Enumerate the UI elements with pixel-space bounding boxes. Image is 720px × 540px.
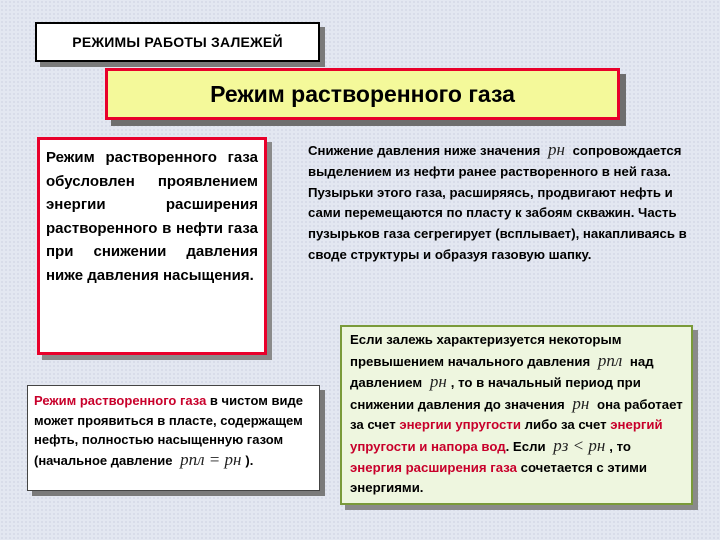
note-text-end: ). xyxy=(245,452,254,468)
formula-pn-2: pн xyxy=(572,393,590,413)
formula-ppl-eq-pn: pпл = pн xyxy=(180,449,242,469)
cond-highlight-1: энергии упругости xyxy=(399,417,521,433)
cond-highlight-3: энергия расширения газа xyxy=(350,459,517,475)
definition-text: Режим растворенного газа обусловлен проявлением энергии расширения растворенного в нефти газа при снижении давления ниже давления насыщения. xyxy=(46,149,258,284)
desc-part1: Снижение давления ниже значения xyxy=(308,143,544,158)
cond-text-5: либо за счет xyxy=(520,417,611,433)
cond-text-6: . Если xyxy=(505,438,550,454)
cond-text-7: , то xyxy=(609,438,631,454)
cond-text-2: над давлением xyxy=(350,353,654,391)
description-text xyxy=(308,140,703,320)
condition-box xyxy=(340,325,693,505)
cond-highlight-2: энергий упругости и напора вод xyxy=(350,417,663,454)
formula-pz-lt-pn: pз < pн xyxy=(553,435,606,455)
note-text: в чистом виде может проявиться в пласте, содержащем нефть, полностью насыщенную газом (начальное давление xyxy=(34,393,303,468)
cond-text-1: Если залежь характеризуется некоторым превышением начального давления xyxy=(350,332,622,369)
cond-text-3: , то в начальный период при снижении давления до значения xyxy=(350,375,641,412)
cond-text-4: она работает за счет xyxy=(350,396,683,433)
slide-title: Режим растворенного газа xyxy=(105,68,620,120)
formula-ppl: pпл xyxy=(597,350,623,370)
formula-pn-1: pн xyxy=(429,372,447,392)
note-highlight: Режим растворенного газа xyxy=(34,393,207,408)
formula-pn: pн xyxy=(547,140,565,159)
section-header: РЕЖИМЫ РАБОТЫ ЗАЛЕЖЕЙ xyxy=(35,22,320,62)
definition-box xyxy=(37,137,267,355)
cond-text-8: сочетается с этими энергиями. xyxy=(350,459,647,496)
note-box xyxy=(27,385,320,491)
desc-part2: сопровождается выделением из нефти ранее растворенного в ней газа. Пузырьки этого газа, расширяясь, продвигают нефть и сами перемещаются по пласту к забоям скважин. Часть пузырьков газа сегрегирует (всплывает), накапливаясь в своде структуры и образуя газовую шапку. xyxy=(308,143,687,262)
